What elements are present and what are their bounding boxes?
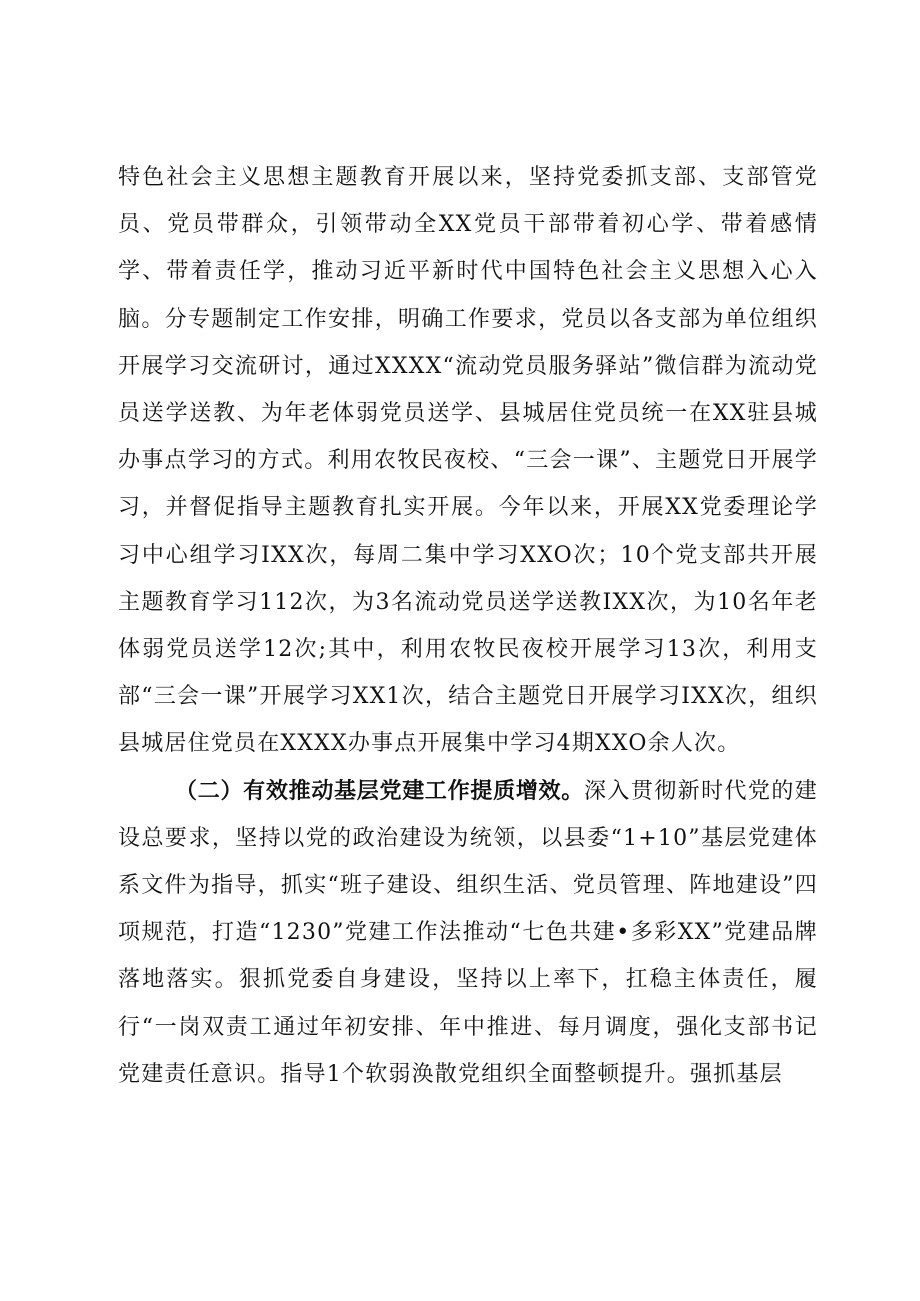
document-body — [118, 154, 818, 1098]
paragraph-party-building-body: 深入贯彻新时代党的建设总要求，坚持以党的政治建设为统领，以县委“1+10”基层党建体系文件为指导，抓实“班子建设、组织生活、党员管理、阵地建设”四项规范，打造“1230”党建工作法推动“七色共建•多彩XX”党建品牌落地落实。狠抓党委自身建设，坚持以上率下，扛稳主体责任，履行“一岗双责工通过年初安排、年中推进、每月调度，强化支部书记党建责任意识。指导1个软弱涣散党组织全面整顿提升。强抓基层 — [118, 778, 818, 1087]
paragraph-theme-education: 特色社会主义思想主题教育开展以来，坚持党委抓支部、支部管党员、党员带群众，引领带动全XX党员干部带着初心学、带着感情学、带着责任学，推动习近平新时代中国特色社会主义思想入心入脑。分专题制定工作安排，明确工作要求，党员以各支部为单位组织开展学习交流研讨，通过XXXX“流动党员服务驿站”微信群为流动党员送学送教、为年老体弱党员送学、县城居住党员统一在XX驻县城办事点学习的方式。利用农牧民夜校、“三会一课”、主题党日开展学习，并督促指导主题教育扎实开展。今年以来，开展XX党委理论学习中心组学习IXX次，每周二集中学习XXO次；10个党支部共开展主题教育学习112次，为3名流动党员送学送教IXX次，为10名年老体弱党员送学12次;其中，利用农牧民夜校开展学习13次，利用支部“三会一课”开展学习XX1次，结合主题党日开展学习IXX次，组织县城居住党员在XXXX办事点开展集中学习4期XXO余人次。 — [118, 165, 818, 757]
section-heading: （二）有效推动基层党建工作提质增效。 — [175, 778, 584, 804]
paragraph-party-building — [118, 768, 818, 1098]
